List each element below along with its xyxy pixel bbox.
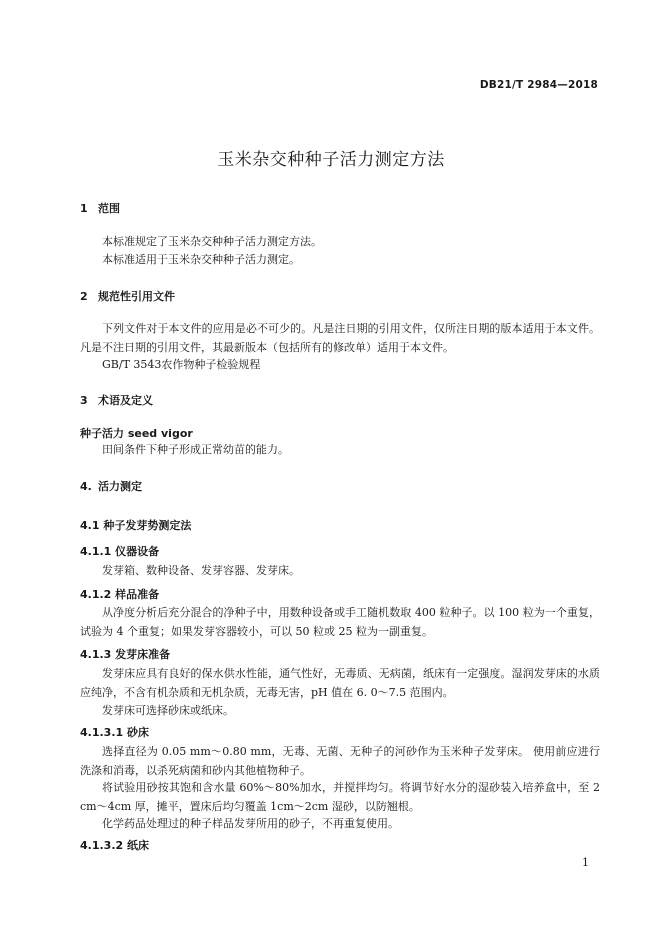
- paragraph: 本标准规定了玉米杂交种种子活力测定方法。: [102, 235, 322, 248]
- section-1-heading: [80, 200, 120, 216]
- term-definition: 田间条件下种子形成正常幼苗的能力。: [102, 443, 289, 456]
- subsection-heading: 4.1 种子发芽势测定法: [80, 519, 192, 532]
- section-title: 规范性引用文件: [98, 290, 175, 303]
- paragraph: 选择直径为 0.05 mm～0.80 mm，无毒、无菌、无种子的河砂作为玉米种子发芽床。 使用前应进行洗涤和消毒，以杀死病菌和砂内其他植物种子。: [80, 745, 600, 777]
- section-4-heading: [80, 478, 142, 494]
- term-entry: 种子活力 seed vigor: [80, 427, 193, 440]
- section-number: 1: [80, 202, 88, 215]
- subsection-heading: 4.1.2 样品准备: [80, 588, 160, 601]
- paragraph: 发芽床应具有良好的保水供水性能，通气性好，无毒质、无病菌，纸床有一定强度。湿润发芽床的水质应纯净，不含有机杂质和无机杂质，无毒无害，pH 值在 6. 0～7.5 范围内。: [80, 667, 600, 699]
- section-2-heading: [80, 288, 175, 304]
- subsection-heading: 4.1.1 仪器设备: [80, 545, 160, 558]
- section-title: 术语及定义: [98, 394, 153, 407]
- section-title: 范围: [98, 202, 120, 215]
- paragraph: 本标准适用于玉米杂交种种子活力测定。: [102, 253, 300, 266]
- subsection-heading: 4.1.3.2 纸床: [80, 839, 149, 852]
- section-3-heading: [80, 392, 153, 408]
- reference-item: GB/T 3543农作物种子检验规程: [102, 358, 261, 371]
- paragraph: 化学药品处理过的种子样品发芽所用的砂子，不再重复使用。: [102, 817, 399, 830]
- page-number: 1: [582, 856, 589, 869]
- section-number: 3: [80, 394, 88, 407]
- section-title: 活力测定: [98, 480, 142, 493]
- paragraph: 从净度分析后充分混合的净种子中，用数种设备或手工随机数取 400 粒种子。以 100 粒为一个重复，试验为 4 个重复；如果发芽容器较小，可以 50 粒或 25 粒为一副重复。: [80, 606, 600, 638]
- subsection-heading: 4.1.3.1 砂床: [80, 726, 149, 739]
- paragraph: 下列文件对于本文件的应用是必不可少的。凡是注日期的引用文件，仅所注日期的版本适用于本文件。凡是不注日期的引用文件，其最新版本（包括所有的修改单）适用于本文件。: [80, 322, 600, 354]
- paragraph: 发芽床可选择砂床或纸床。: [102, 704, 234, 717]
- document-code: DB21/T 2984—2018: [479, 79, 598, 91]
- section-number: 2: [80, 290, 88, 303]
- paragraph: 将试验用砂按其饱和含水量 60%～80%加水，并搅拌均匀。将调节好水分的湿砂装入培养盒中，至 2 cm～4cm 厚，摊平，置床后均匀覆盖 1cm～2cm 湿砂，以防翘根。: [80, 781, 600, 813]
- section-number: 4.: [80, 480, 92, 493]
- subsection-heading: 4.1.3 发芽床准备: [80, 648, 171, 661]
- paragraph: 发芽箱、数种设备、发芽容器、发芽床。: [102, 564, 300, 577]
- document-title: 玉米杂交种种子活力测定方法: [217, 150, 445, 170]
